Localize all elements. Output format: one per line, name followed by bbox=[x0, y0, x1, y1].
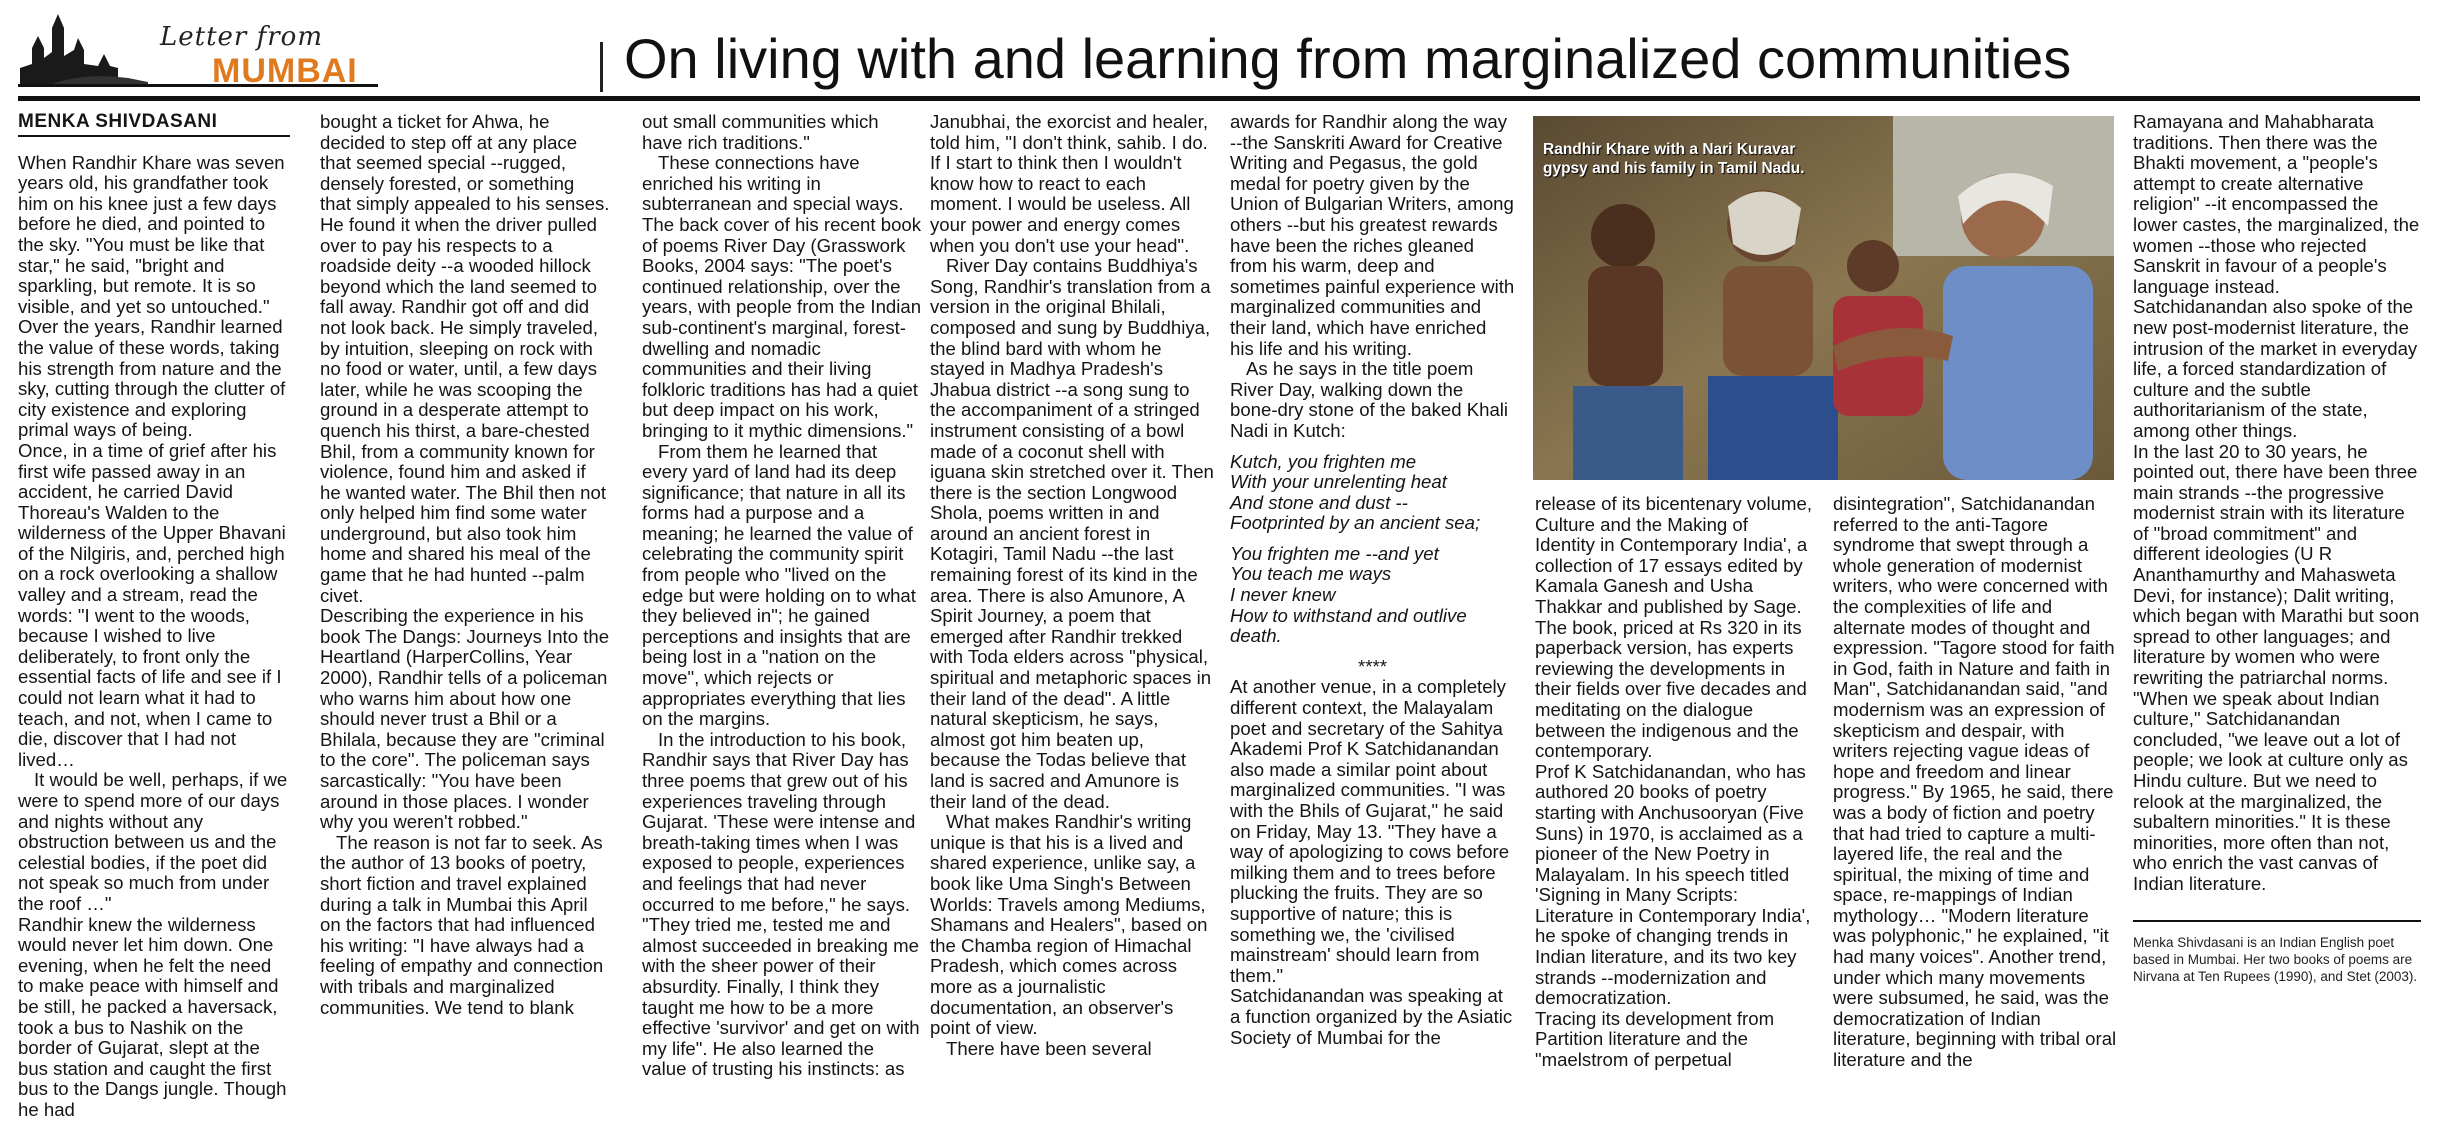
paragraph: Prof K Satchidanandan, who has authored 20 books of poetry starting with Anchusooryan (Five Suns) in 1970, is acclaimed as a pioneer of the New Poetry in Malayalam. In his speech titled 'Signing in Many Scripts: Literature in Contemporary India', he spoke of changing trends in Indian literature, and its two key strands --modernization and democratization. bbox=[1535, 760, 1811, 1009]
poem-line: You teach me ways bbox=[1230, 563, 1392, 585]
paragraph: bought a ticket for Ahwa, he decided to step off at any place that seemed special --rugged, densely forested, or something that simply appealed to his senses. He found it when the driver pulled over to pay his respects to a roadside deity --a wooded hillock beyond which the land seemed to fall away. Randhir got off and did not look back. He simply traveled, by intuition, sleeping on rock with no food or water, until, a few days later, while he was scooping the ground in a desperate attempt to quench his thirst, a bare-chested Bhil, from a community known for violence, found him and asked if he wanted water. The Bhil then not only helped him find some water underground, but also took him home and shared his meal of the game that he had hunted --palm civet. bbox=[320, 111, 610, 606]
article-column-3 bbox=[642, 112, 922, 1082]
article-column-1 bbox=[18, 111, 290, 1120]
poem-stanza bbox=[1230, 452, 1515, 534]
paragraph: At another venue, in a completely different context, the Malayalam poet and secretary of the Sahitya Akademi Prof K Satchidanandan also made a similar point about marginalized communities. "I was with the Bhils of Gujarat," he said on Friday, May 13. "They have a way of apologizing to cows before milking them and to trees before plucking the fruits. They are so supportive of nature; this is something we, the 'civilised mainstream' should learn from them." bbox=[1230, 676, 1510, 986]
paragraph: From them he learned that every yard of land had its deep significance; that nature in all its forms had a purpose and a meaning; he learned the value of celebrating the community spirit from people who "lived on the edge but were holding on to what they believed in"; he gained perceptions and insights that are being lost in a "nation on the move", which rejects or appropriates everything that lies on the margins. bbox=[642, 440, 916, 730]
paragraph: release of its bicentenary volume, Culture and the Making of Identity in Contemporary India', a collection of 17 essays edited by Kamala Ganesh and Usha Thakkar and published by Sage. The book, priced at Rs 320 in its paperback version, has experts reviewing the developments in their fields over five decades and meditating on the dialogue between the indigenous and the contemporary. bbox=[1535, 493, 1812, 762]
paragraph: "When we speak about Indian culture," Satchidanandan concluded, "we leave out a lot of people; we look at culture only as Hindu culture. But we need to relook at the marginalized, the subaltern minorities." It is these minorities, more often than not, who enrich the vast canvas of Indian literature. bbox=[2133, 687, 2408, 894]
paragraph: These connections have enriched his writing in subterranean and special ways. The back cover of his recent book of poems River Day (Grasswork Books, 2004 says: "The poet's continued relationship, over the years, with people from the Indian sub-continent's marginal, forest-dwelling and nomadic communities and their living folkloric traditions has had a quiet but deep impact on his work, bringing to it mythic dimensions." bbox=[642, 152, 922, 441]
poem-line: I never knew bbox=[1230, 584, 1336, 606]
paragraph: Once, in a time of grief after his first wife passed away in an accident, he carried David Thoreau's Walden to the wilderness of the Upper Bhavani of the Nilgiris, and, perched high on a rock overlooking a shallow valley and a stream, read the words: "I went to the woods, because I wished to live deliberately, to front only the essential facts of life and see if I could not learn what it had to teach, and not, when I came to die, discover that I had not lived… bbox=[18, 439, 286, 770]
paragraph: What makes Randhir's writing unique is that his is a lived and shared experience, unlike say, a book like Uma Singh's Between Worlds: Travels among Mediums, Shamans and Healers", based on the Chamba region of Himachal Pradesh, which comes across more as a journalistic documentation, an observer's point of view. bbox=[930, 811, 1208, 1039]
paragraph: As he says in the title poem River Day, walking down the bone-dry stone of the baked Khali Nadi in Kutch: bbox=[1230, 358, 1509, 441]
paragraph: Janubhai, the exorcist and healer, told him, "I don't think, sahib. I do. If I start to think then I wouldn't know how to react to each moment. I would be useless. All your power and energy comes when you don't use your head". bbox=[930, 111, 1209, 256]
paragraph: Satchidanandan also spoke of the new post-modernist literature, the intrusion of the market in everyday life, a forced standardization of culture and the subtle authoritarianism of the state, among other things. bbox=[2133, 296, 2418, 441]
poem-line: How to withstand and outlive bbox=[1230, 604, 1467, 626]
logo-city-text: MUMBAI bbox=[212, 52, 358, 90]
paragraph: Describing the experience in his book The Dangs: Journeys Into the Heartland (HarperCollins, Year 2000), Randhir tells of a policeman who warns him about how one should never trust a Bhil or a Bhilala, because they are "criminal to the core". The policeman says sarcastically: "You have been around in those places. I wonder why you weren't robbed." bbox=[320, 605, 610, 833]
poem-stanza bbox=[1230, 544, 1515, 647]
article-photo bbox=[1533, 116, 2114, 480]
section-separator: **** bbox=[1358, 655, 1387, 677]
article-column-4 bbox=[930, 112, 1215, 1082]
paragraph: When Randhir Khare was seven years old, his grandfather took him on his knee just a few days before he died, and pointed to the sky. "You must be like that star," he said, "bright and sparkling, but remote. It is so visible, and yet so untouched." bbox=[18, 151, 285, 317]
poem-line: With your unrelenting heat bbox=[1230, 471, 1447, 493]
article-column-8 bbox=[2133, 112, 2421, 912]
poem-line: You frighten me --and yet bbox=[1230, 542, 1439, 564]
byline: MENKA SHIVDASANI bbox=[18, 112, 290, 137]
author-bio: Menka Shivdasani is an Indian English poet based in Mumbai. Her two books of poems are Nirvana at Ten Rupees (1990), and Stet (2003). bbox=[2133, 935, 2418, 984]
paragraph: awards for Randhir along the way --the Sanskriti Award for Creative Writing and Pegasus, the gold medal for poetry given by the Union of Bulgarian Writers, among others --but his greatest rewards have been the riches gleaned from his warm, deep and sometimes painful experience with marginalized communities and their land, which have enriched his life and his writing. bbox=[1230, 111, 1515, 359]
paragraph: out small communities which have rich traditions." bbox=[642, 111, 879, 153]
article-column-6 bbox=[1535, 494, 1813, 1084]
paragraph: Randhir knew the wilderness would never let him down. One evening, when he felt the need to make peace with himself and be still, he packed a haversack, took a bus to Nashik on the border of Gujarat, slept at the bus station and caught the first bus to the Dangs jungle. Though he had bbox=[18, 913, 287, 1120]
page-title: On living with and learning from marginalized communities bbox=[624, 27, 2072, 90]
paragraph: There have been several bbox=[946, 1037, 1152, 1059]
paragraph: disintegration", Satchidanandan referred to the anti-Tagore syndrome that swept through a whole generation of modernist writers, who were concerned with the complexities of life and alternate modes of thought and expression. "Tagore stood for faith in God, faith in Nature and faith in Man", Satchidanandan said, "and modernism was an expression of skepticism and despair, with writers rejecting vague ideas of hope and freedom and linear progress." By 1965, he said, there was a body of fiction and poetry that had tried to capture a multi-layered life, the real and the spiritual, the mixing of time and space, re-mappings of Indian mythology… "Modern literature was polyphonic," he explained, "it had many voices". Another trend, under which many movements were subsumed, he said, was the democratization of Indian literature, beginning with tribal oral literature and the bbox=[1833, 493, 2117, 1071]
poem-line: And stone and dust -- bbox=[1230, 491, 1408, 513]
paragraph: Ramayana and Mahabharata traditions. Then there was the Bhakti movement, a "people's attempt to create alternative religion" --it encompassed the lower castes, the marginalized, the women --those who rejected Sanskrit in favour of a people's language instead. bbox=[2133, 111, 2420, 297]
masthead-divider bbox=[600, 42, 603, 92]
poem-line: death. bbox=[1230, 625, 1282, 647]
photo-caption: Randhir Khare with a Nari Kuravar gypsy and his family in Tamil Nadu. bbox=[1543, 141, 1805, 177]
paragraph: The reason is not far to seek. As the author of 13 books of poetry, short fiction and travel explained during a talk in Mumbai this April on the factors that had influenced his writing: "I have always had a feeling of empathy and connection with tribals and marginalized communities. We tend to blank bbox=[320, 831, 604, 1018]
paragraph: Satchidanandan was speaking at a function organized by the Asiatic Society of Mumbai for the bbox=[1230, 985, 1513, 1048]
paragraph: River Day contains Buddhiya's Song, Randhir's translation from a version in the original Bhilali, composed and sung by Buddhiya, the blind bard with whom he stayed in Madhya Pradesh's Jhabua district --a song sung to the accompaniment of a stringed instrument consisting of a bowl made of a coconut shell with iguana skin stretched over it. Then there is the section Longwood Shola, poems written in and around an ancient forest in Kotagiri, Tamil Nadu --the last remaining forest of its kind in the area. There is also Amunore, A Spirit Journey, a poem that emerged after Randhir trekked with Toda elders across "physical, spiritual and metaphoric spaces in their land of the dead". A little natural skepticism, he says, almost got him beaten up, because the Todas believe that land is sacred and Amunore is their land of the dead. bbox=[930, 255, 1214, 812]
poem-line: Kutch, you frighten me bbox=[1230, 450, 1417, 472]
paragraph: It would be well, perhaps, if we were to spend more of our days and nights without any obstruction between us and the celestial bodies, if the poet did not speak so much from under the roof …" bbox=[18, 769, 288, 914]
masthead bbox=[0, 0, 2438, 110]
logo-script-text: Letter from bbox=[160, 22, 323, 52]
article-column-7 bbox=[1833, 494, 2118, 1084]
paragraph: Over the years, Randhir learned the value of these words, taking his strength from nature and the sky, cutting through the clutter of city existence and exploring primal ways of being. bbox=[18, 316, 286, 441]
paragraph: Tracing its development from Partition literature and the "maelstrom of perpetual bbox=[1535, 1007, 1775, 1071]
masthead-rule bbox=[18, 96, 2420, 101]
paragraph: In the last 20 to 30 years, he pointed out, there have been three main strands --the progressive modernist strain with its literature of "broad commitment" and different ideologies (U R Ananthamurthy and Mahasweta Devi, for instance); Dalit writing, which began with Marathi but soon spread to other languages; and literature by women who were rewriting the patriarchal norms. bbox=[2133, 440, 2420, 689]
paragraph: In the introduction to his book, Randhir says that River Day has three poems that grew out of his experiences traveling through Gujarat. 'These were intense and breath-taking times when I was exposed to people, experiences and feelings that had never occurred to me before," he says. "They tried me, tested me and almost succeeded in breaking me with the sheer power of their absurdity. Finally, I think they taught me how to be a more effective 'survivor' and get on with my life". He also learned the value of trusting his instincts: as bbox=[642, 728, 920, 1080]
article-column-5 bbox=[1230, 112, 1515, 1082]
poem-line: Footprinted by an ancient sea; bbox=[1230, 512, 1481, 534]
bio-divider bbox=[2133, 920, 2421, 922]
article-column-2 bbox=[320, 112, 610, 1082]
